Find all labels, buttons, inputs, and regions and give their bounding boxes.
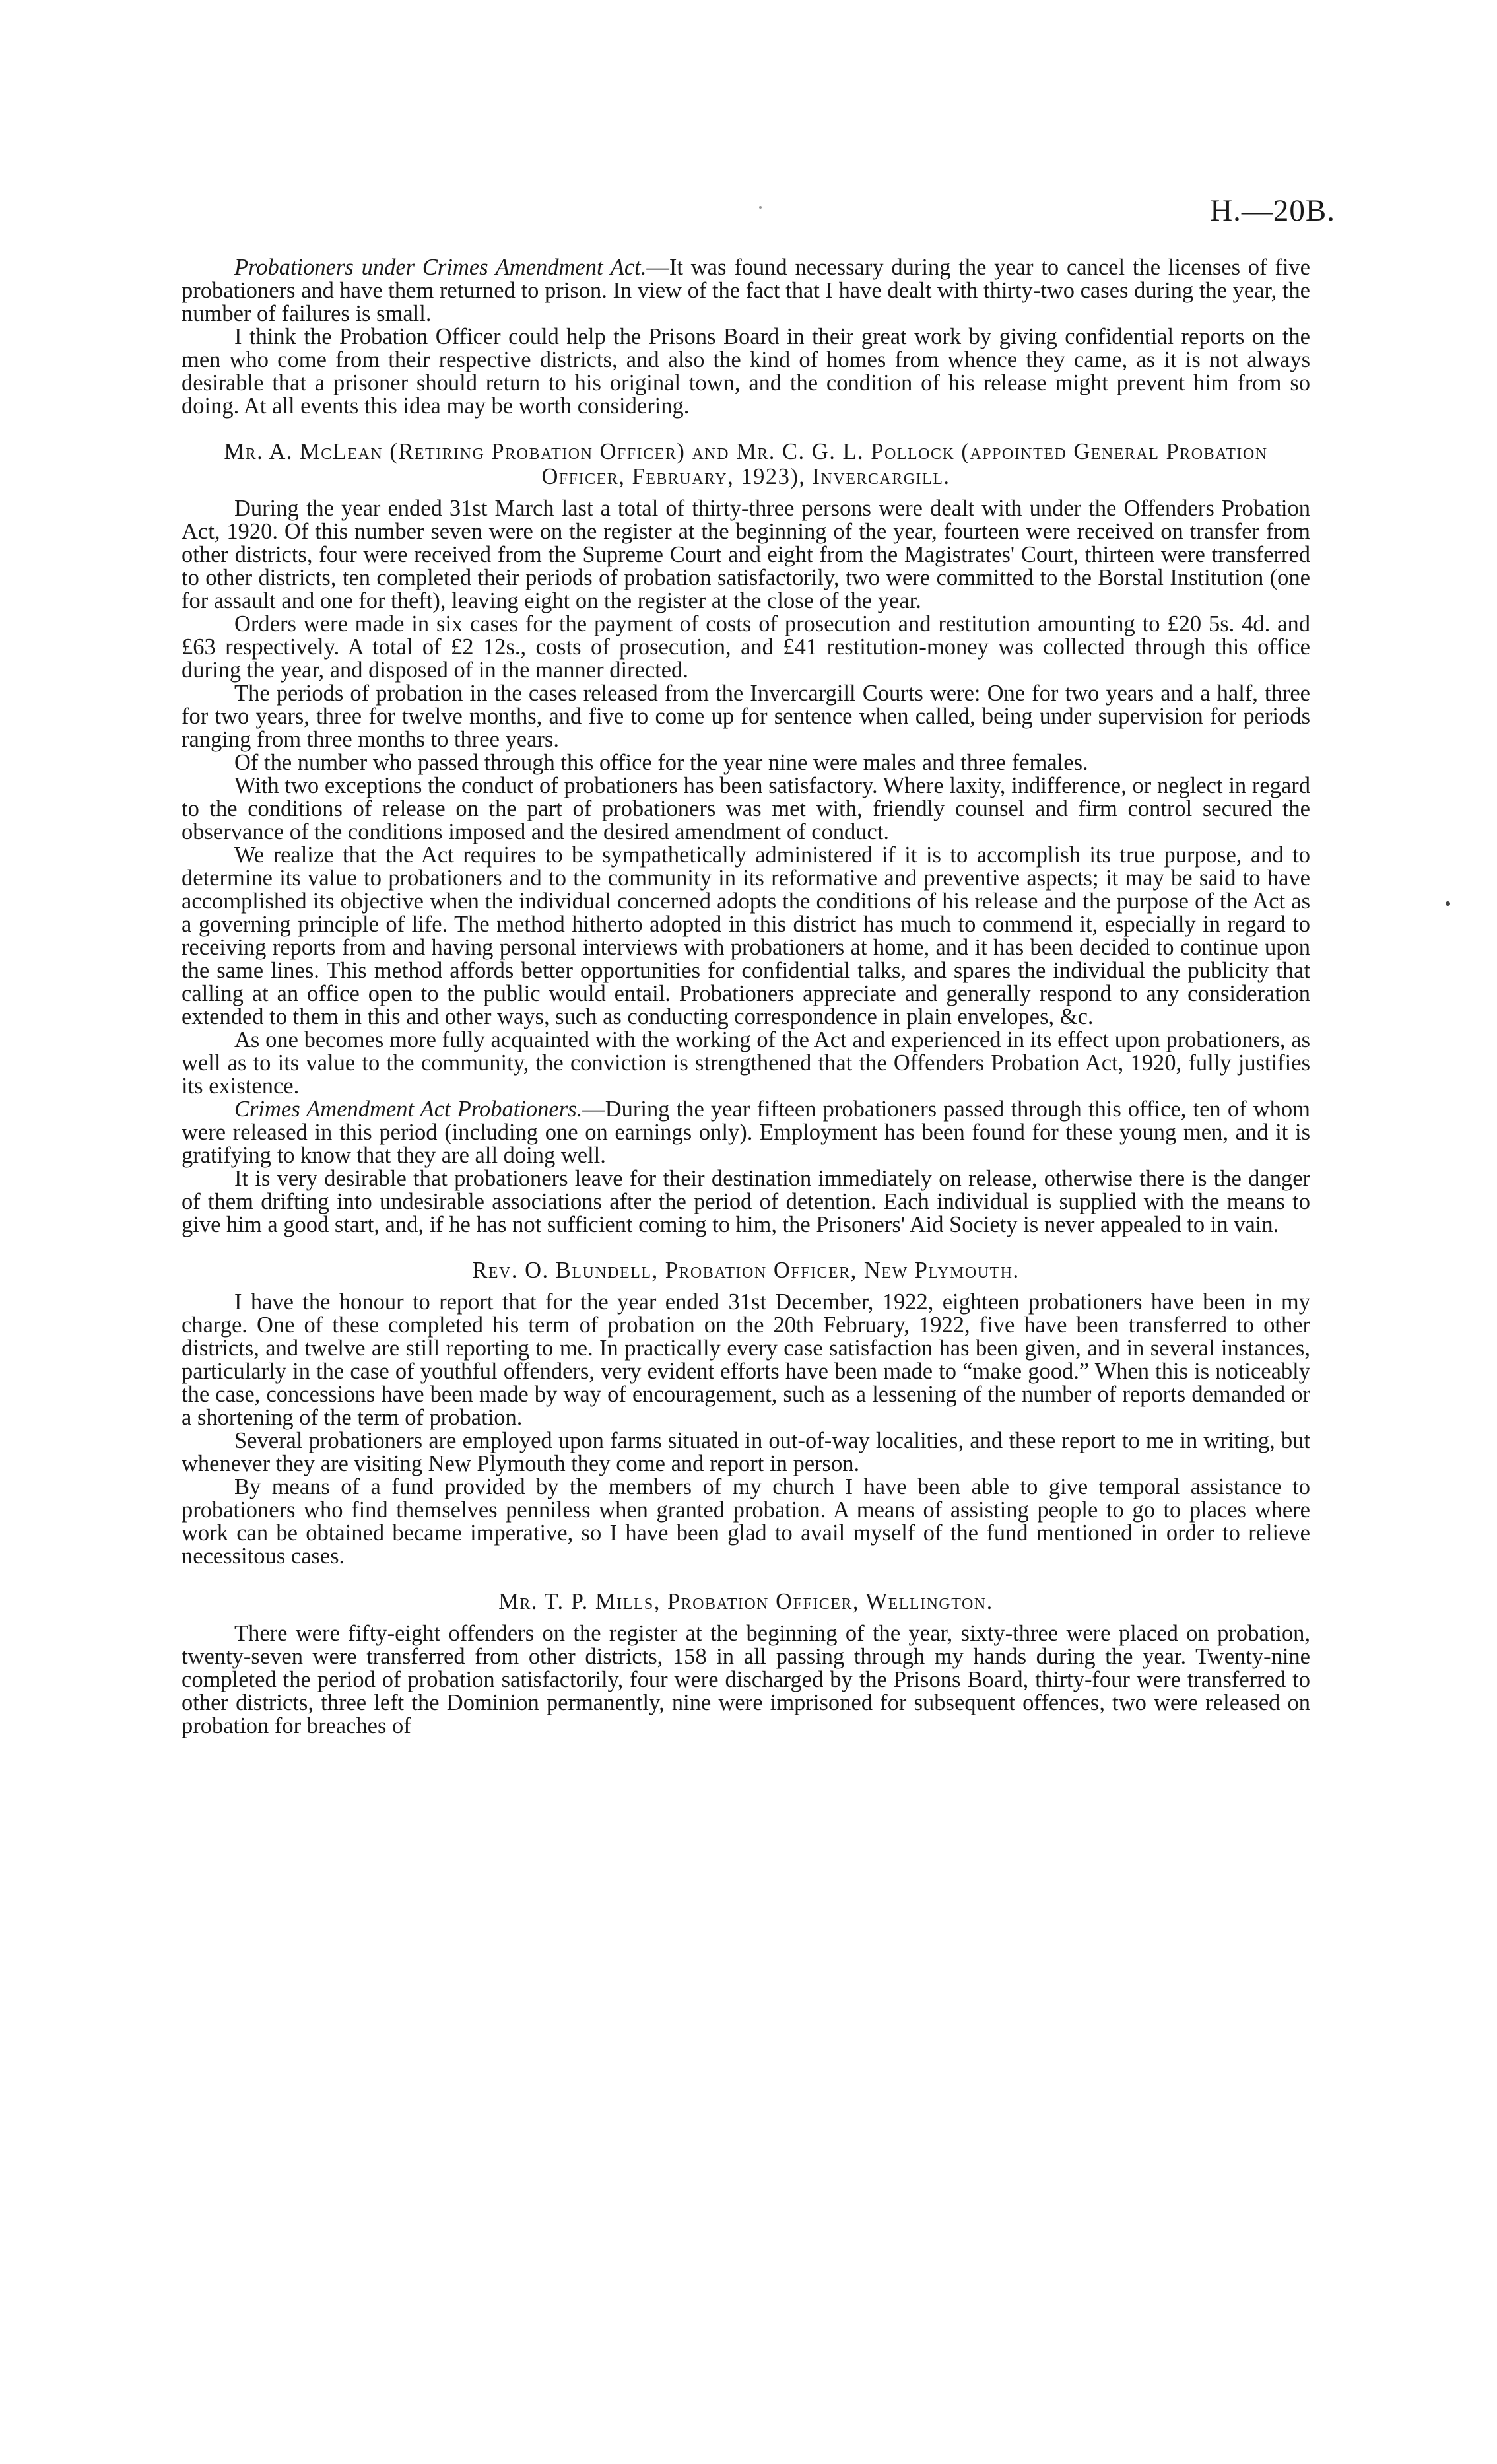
document-body	[182, 256, 1310, 1738]
paragraph-text: By means of a fund provided by the members of my church I have been able to give temporal assistance to probationers who find themselves penniless when granted probation. A means of assisting people to go to places where work can be obtained became imperative, so I have been glad to avail myself of the fund mentioned in order to relieve necessitous cases.	[182, 1474, 1310, 1569]
section-heading: Rev. O. Blundell, Probation Officer, New Plymouth.	[472, 1258, 1020, 1283]
paragraph	[182, 1167, 1310, 1237]
paragraph	[182, 844, 1310, 1029]
paragraph	[182, 1098, 1310, 1167]
paragraph-text: I think the Probation Officer could help the Prisons Board in their great work by giving confidential reports on the men who come from their respective districts, and also the kind of homes from whence they came, as it is not always desirable that a prisoner should return to his original town, and the condition of his release might prevent him from so doing. At all events this idea may be worth considering.	[182, 324, 1310, 419]
paragraph-text: It is very desirable that probationers leave for their destination immediately on release, otherwise there is the danger of them drifting into undesirable associations after the period of detention. Each individual is supplied with the means to give him a good start, and, if he has not sufficient coming to him, the Prisoners' Aid Society is never appealed to in vain.	[182, 1166, 1310, 1237]
paragraph-text: As one becomes more fully acquainted with the working of the Act and experienced in its effect upon probationers, as well as to its value to the community, the conviction is strengthened that the Offenders Probation Act, 1920, fully justifies its existence.	[182, 1027, 1310, 1099]
paragraph	[182, 1476, 1310, 1568]
paragraph	[182, 1029, 1310, 1098]
paragraph-lead: Probationers under Crimes Amendment Act.	[234, 255, 647, 280]
section-heading: Mr. T. P. Mills, Probation Officer, Wellington.	[498, 1589, 993, 1614]
paragraph	[182, 1429, 1310, 1476]
section-crimes-amendment	[182, 256, 1310, 418]
paragraph	[182, 1291, 1310, 1429]
paragraph-text: —During the year fifteen probationers passed through this office, ten of whom were released in this period (including one on earnings only). Employment has been found for these young men, and it is gratifying to know that they are all doing well.	[182, 1097, 1310, 1168]
page-reference: H.—20B.	[1210, 193, 1335, 228]
paragraph	[182, 751, 1310, 774]
paragraph	[182, 774, 1310, 844]
section-new-plymouth	[182, 1258, 1310, 1568]
paragraph	[182, 256, 1310, 325]
paragraph	[182, 497, 1310, 613]
paragraph-lead: Crimes Amendment Act Probationers.	[234, 1097, 583, 1122]
paragraph	[182, 1622, 1310, 1738]
section-heading: Mr. A. McLean (Retiring Probation Officer) and Mr. C. G. L. Pollock (appointed General Probation Officer, February, 1923), Invercargill.	[224, 439, 1268, 489]
section-invercargill	[182, 439, 1310, 1237]
paragraph-text: We realize that the Act requires to be sympathetically administered if it is to accomplish its true purpose, and to determine its value to probationers and to the community in its reformative and preventive aspects; it may be said to have accomplished its objective when the individual concerned adopts the conditions of his release and the purpose of the Act as a governing principle of life. The method hitherto adopted in this district has much to commend it, especially in regard to receiving reports from and having personal interviews with probationers at home, and it has been decided to continue upon the same lines. This method affords better opportunities for confidential talks, and spares the individual the publicity that calling at an office open to the public would entail. Probationers appreciate and generally respond to any consideration extended to them in this and other ways, such as conducting correspondence in plain envelopes, &c.	[182, 842, 1310, 1029]
paragraph-text: The periods of probation in the cases released from the Invercargill Courts were: One for two years and a half, three for two years, three for twelve months, and five to come up for sentence when called, being under supervision for periods ranging from three months to three years.	[182, 681, 1310, 752]
margin-speck	[759, 206, 762, 209]
paragraph-text: Several probationers are employed upon farms situated in out-of-way localities, and these report to me in writing, but whenever they are visiting New Plymouth they come and report in person.	[182, 1428, 1310, 1476]
paragraph-text: During the year ended 31st March last a total of thirty-three persons were dealt with under the Offenders Probation Act, 1920. Of this number seven were on the register at the beginning of the year, fourteen were received on transfer from other districts, four were received from the Supreme Court and eight from the Magistrates' Court, thirteen were transferred to other districts, ten completed their periods of probation satisfactorily, two were committed to the Borstal Institution (one for assault and one for theft), leaving eight on the register at the close of the year.	[182, 496, 1310, 613]
section-wellington	[182, 1589, 1310, 1738]
paragraph	[182, 613, 1310, 682]
paragraph-text: Of the number who passed through this office for the year nine were males and three females.	[234, 750, 1088, 775]
paragraph	[182, 682, 1310, 751]
margin-speck	[1446, 901, 1450, 906]
paragraph-text: Orders were made in six cases for the payment of costs of prosecution and restitution amounting to £20 5s. 4d. and £63 respectively. A total of £2 12s., costs of prosecution, and £41 restitution-money was collected through this office during the year, and disposed of in the manner directed.	[182, 611, 1310, 683]
paragraph-text: I have the honour to report that for the year ended 31st December, 1922, eighteen probationers have been in my charge. One of these completed his term of probation on the 20th February, 1922, five have been transferred to other districts, and twelve are still reporting to me. In practically every case satisfaction has been given, and in several instances, particularly in the case of youthful offenders, very evident efforts have been made to “make good.” When this is noticeably the case, concessions have been made by way of encouragement, such as a lessening of the number of reports demanded or a shortening of the term of probation.	[182, 1289, 1310, 1430]
paragraph-text: With two exceptions the conduct of probationers has been satisfactory. Where laxity, indifference, or neglect in regard to the conditions of release on the part of probationers was met with, friendly counsel and firm control secured the observance of the conditions imposed and the desired amendment of conduct.	[182, 773, 1310, 844]
paragraph-text: There were fifty-eight offenders on the register at the beginning of the year, sixty-three were placed on probation, twenty-seven were transferred from other districts, 158 in all passing through my hands during the year. Twenty-nine completed the period of probation satisfactorily, four were discharged by the Prisons Board, thirty-four were transferred to other districts, three left the Dominion permanently, nine were imprisoned for subsequent offences, two were released on probation for breaches of	[182, 1621, 1310, 1738]
paragraph-text: —It was found necessary during the year to cancel the licenses of five probationers and have them returned to prison. In view of the fact that I have dealt with thirty-two cases during the year, the number of failures is small.	[182, 255, 1310, 326]
paragraph	[182, 325, 1310, 418]
